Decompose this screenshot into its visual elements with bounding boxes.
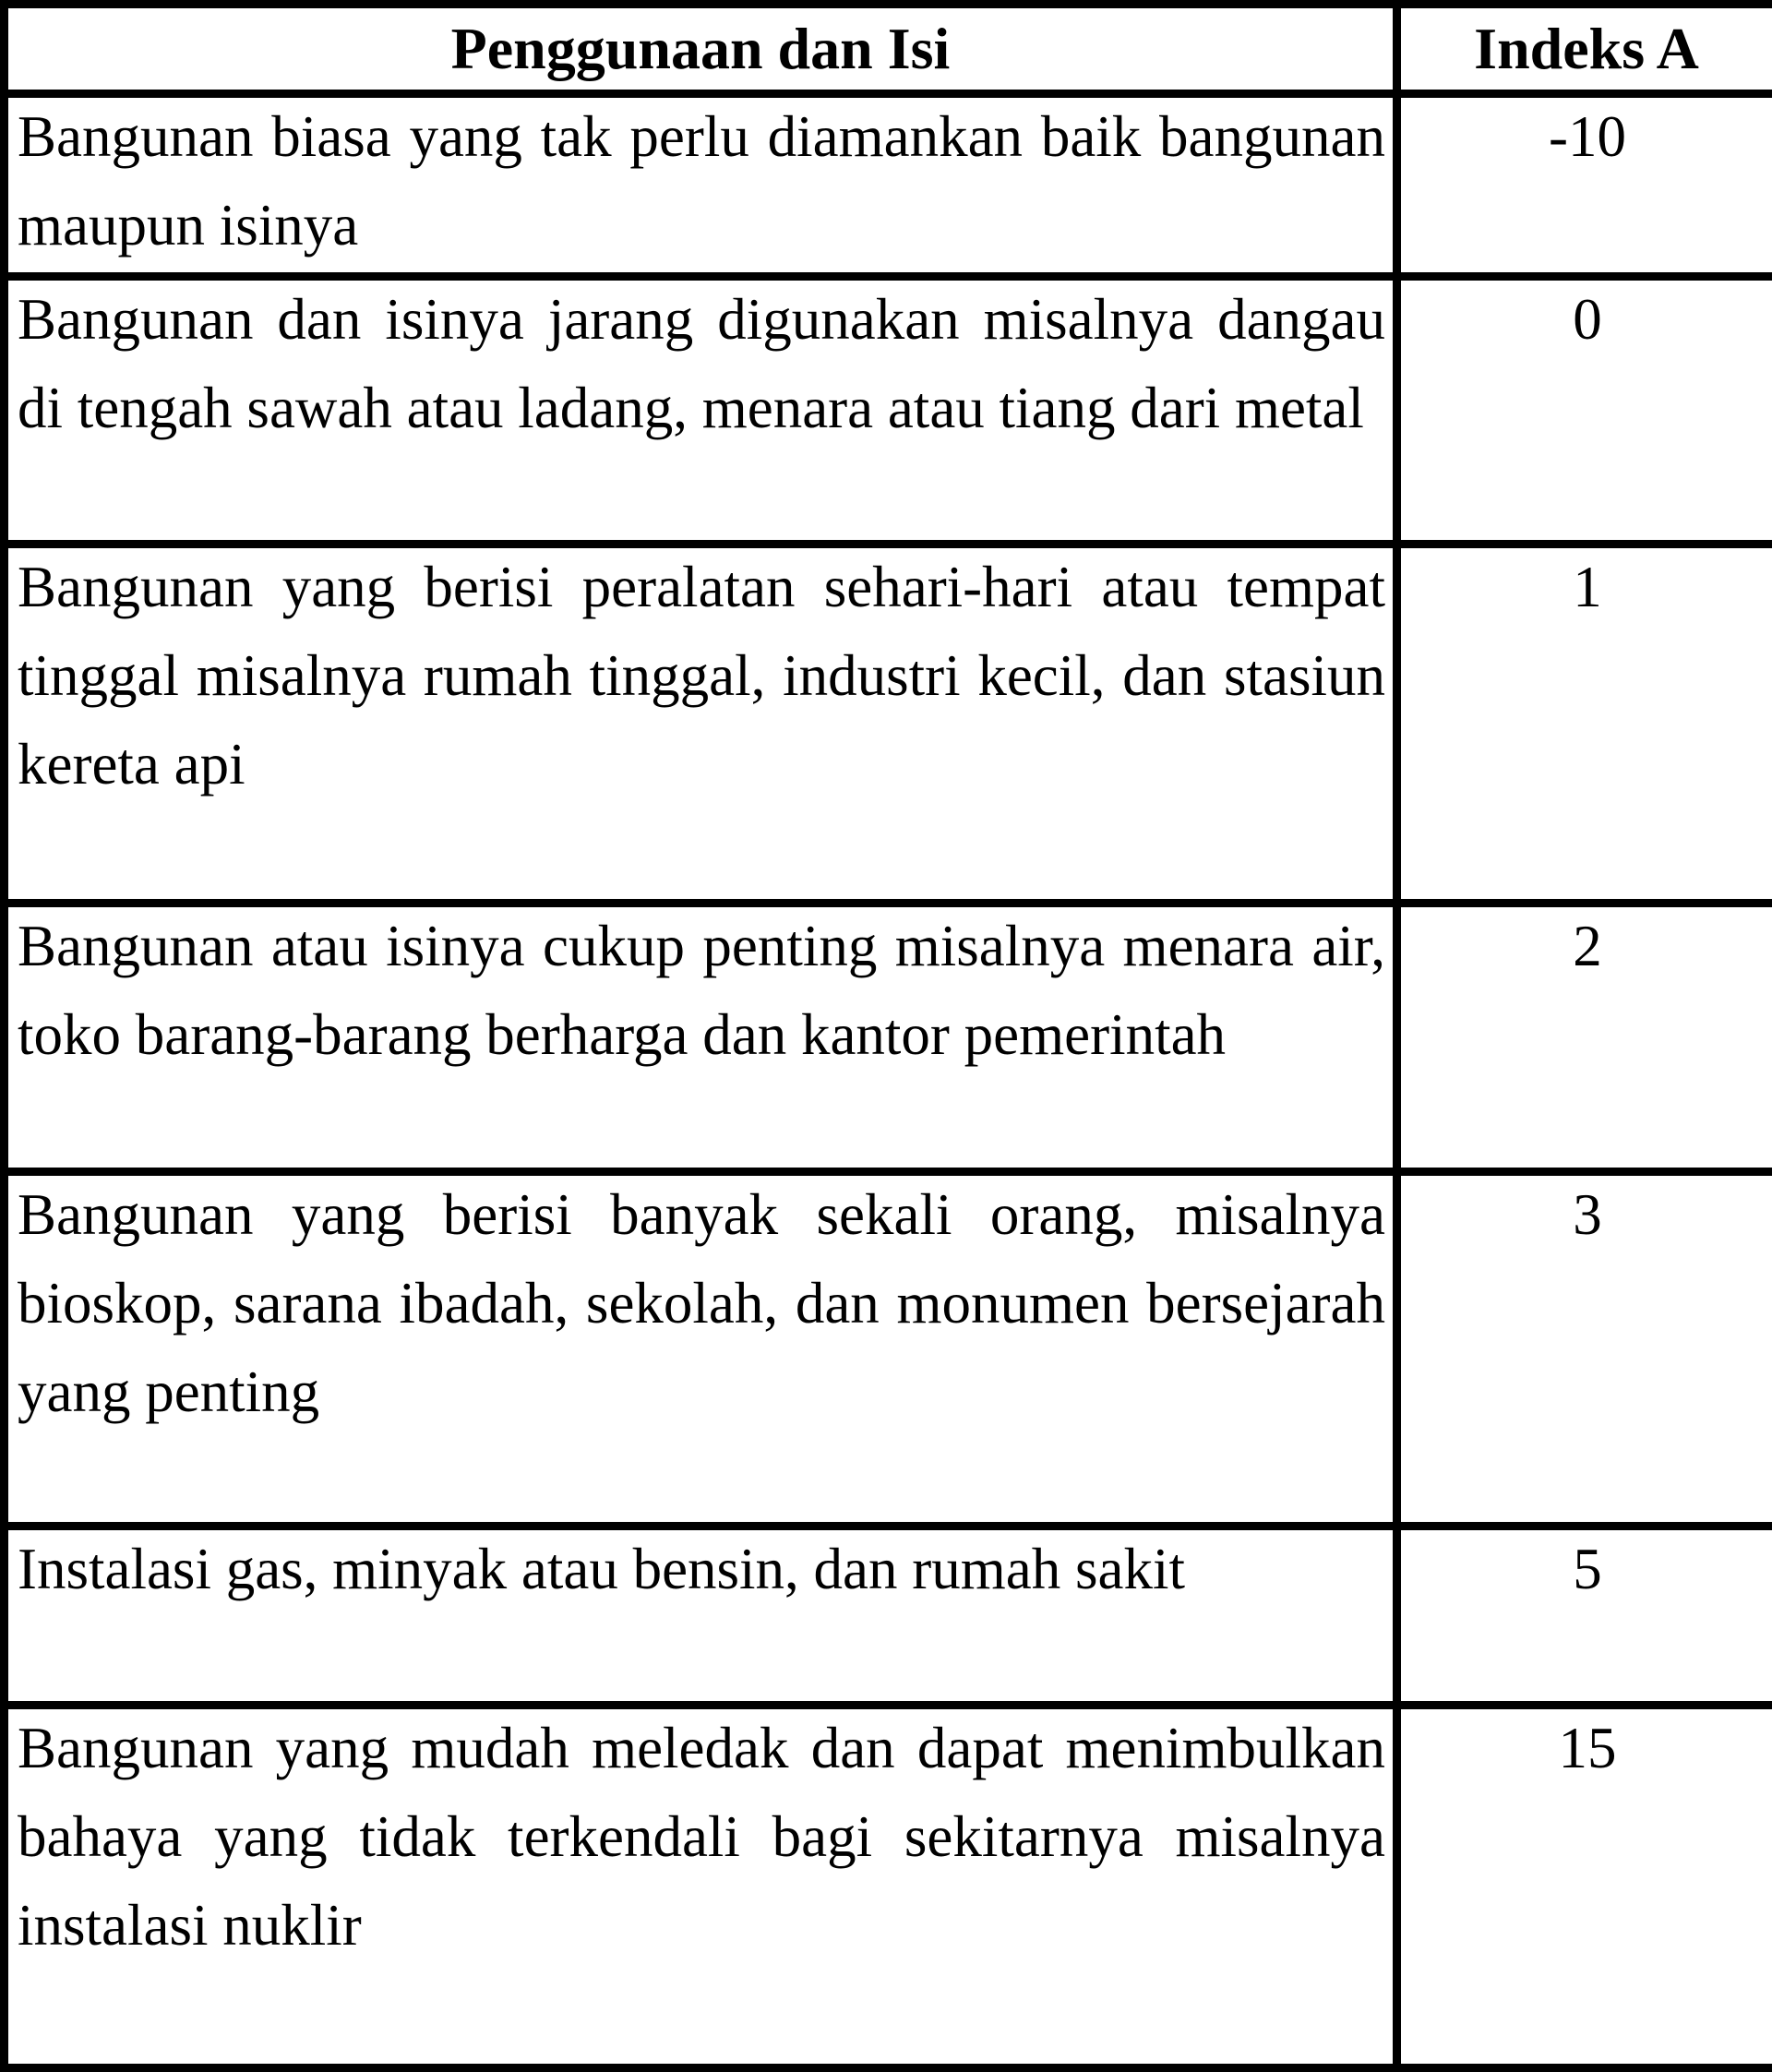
- table-row: [5, 1527, 1772, 1706]
- index-value: 5: [1410, 1525, 1765, 1613]
- index-value: 3: [1410, 1170, 1765, 1259]
- table-row: [5, 94, 1772, 277]
- usage-description: Bangunan yang mudah meledak dan dapat menimbulkan bahaya yang tidak terkendali bagi sekitarnya misalnya instalasi nuklir: [18, 1704, 1385, 1970]
- index-cell: [1397, 1527, 1772, 1706]
- index-value: 15: [1410, 1704, 1765, 1792]
- usage-description: Bangunan biasa yang tak perlu diamankan baik bangunan maupun isinya: [18, 92, 1385, 269]
- usage-cell: [5, 1706, 1397, 2068]
- usage-description: Bangunan yang berisi banyak sekali orang, misalnya bioskop, sarana ibadah, sekolah, dan monumen bersejarah yang penting: [18, 1170, 1385, 1436]
- index-cell: [1397, 904, 1772, 1172]
- header-row: [5, 5, 1772, 94]
- usage-description: Bangunan dan isinya jarang digunakan misalnya dangau di tengah sawah atau ladang, menara atau tiang dari metal: [18, 275, 1385, 452]
- index-cell: [1397, 1706, 1772, 2068]
- header-index-a: Indeks A: [1397, 5, 1772, 94]
- index-cell: [1397, 545, 1772, 904]
- usage-cell: [5, 545, 1397, 904]
- table-row: [5, 1706, 1772, 2068]
- usage-cell: [5, 1527, 1397, 1706]
- index-cell: [1397, 94, 1772, 277]
- table-row: [5, 1172, 1772, 1527]
- usage-cell: [5, 1172, 1397, 1527]
- index-value: 0: [1410, 275, 1765, 364]
- table-row: [5, 277, 1772, 545]
- index-value: -10: [1410, 92, 1765, 181]
- usage-description: Bangunan yang berisi peralatan sehari-hari atau tempat tinggal misalnya rumah tinggal, industri kecil, dan stasiun kereta api: [18, 543, 1385, 808]
- index-value: 1: [1410, 543, 1765, 631]
- table-row: [5, 904, 1772, 1172]
- header-usage-content: Penggunaan dan Isi: [5, 5, 1397, 94]
- table-row: [5, 545, 1772, 904]
- usage-cell: [5, 904, 1397, 1172]
- index-cell: [1397, 1172, 1772, 1527]
- usage-cell: [5, 277, 1397, 545]
- index-value: 2: [1410, 902, 1765, 990]
- usage-description: Bangunan atau isinya cukup penting misalnya menara air, toko barang-barang berharga dan kantor pemerintah: [18, 902, 1385, 1079]
- usage-description: Instalasi gas, minyak atau bensin, dan rumah sakit: [18, 1525, 1385, 1613]
- index-cell: [1397, 277, 1772, 545]
- usage-cell: [5, 94, 1397, 277]
